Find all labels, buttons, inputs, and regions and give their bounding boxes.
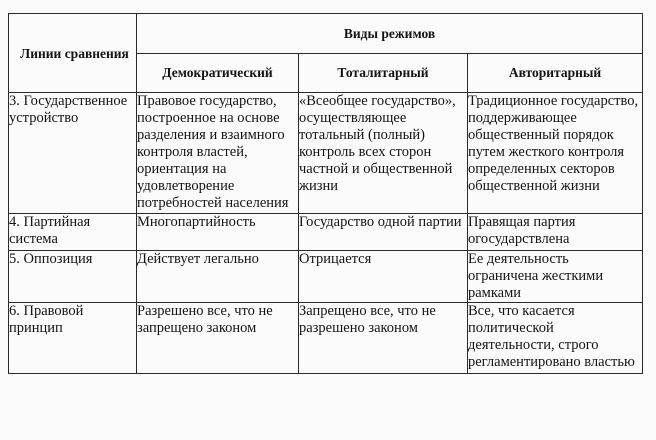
criterion-text: 3. Государственное устройство [9, 93, 128, 126]
authoritarian-cell [468, 251, 643, 303]
authoritarian-text: Традиционное государство, поддерживающее общественный порядок путем жесткого контроля определенных секторов общественной жизни [468, 93, 639, 194]
criteria-header: Линии сравнения [9, 14, 137, 93]
table-header [9, 14, 643, 93]
criterion-cell [9, 214, 137, 251]
table-body [9, 93, 643, 374]
totalitarian-cell [299, 93, 468, 214]
comparison-table [8, 13, 643, 374]
totalitarian-cell [299, 214, 468, 251]
democratic-cell [137, 303, 299, 374]
democratic-text: Разрешено все, что не запрещено законом [137, 303, 273, 336]
column-header-totalitarian: Тоталитарный [299, 53, 468, 93]
authoritarian-cell [468, 214, 643, 251]
criterion-cell [9, 303, 137, 374]
totalitarian-text: Запрещено все, что не разрешено законом [299, 303, 436, 336]
authoritarian-text: Правящая партия огосударствлена [468, 214, 576, 247]
regimes-group-header: Виды режимов [137, 14, 643, 54]
column-header-authoritarian: Авторитарный [468, 53, 643, 93]
criterion-text: 6. Правовой принцип [9, 303, 84, 336]
column-header-democratic: Демократический [137, 53, 299, 93]
totalitarian-text: Государство одной партии [299, 214, 462, 230]
table-row [9, 93, 643, 214]
table-row [9, 251, 643, 303]
authoritarian-text: Ее деятельность ограничена жесткими рамками [468, 251, 604, 301]
democratic-cell [137, 251, 299, 303]
authoritarian-cell [468, 303, 643, 374]
table-row [9, 214, 643, 251]
header-row-top [9, 14, 643, 54]
totalitarian-text: «Всеобщее государство», осуществляющее тотальный (полный) контроль всех сторон частной и общественной жизни [299, 93, 456, 194]
criterion-cell [9, 251, 137, 303]
authoritarian-text: Все, что касается политической деятельности, строго регламентировано властью [468, 303, 635, 370]
democratic-text: Правовое государство, построенное на основе разделения и взаимного контроля властей, ориентация на удовлетворение потребностей населения [137, 93, 289, 211]
democratic-cell [137, 93, 299, 214]
criterion-cell [9, 93, 137, 214]
democratic-cell [137, 214, 299, 251]
totalitarian-cell [299, 303, 468, 374]
totalitarian-text: Отрицается [299, 251, 372, 267]
totalitarian-cell [299, 251, 468, 303]
criterion-text: 4. Партийная система [9, 214, 91, 247]
authoritarian-cell [468, 93, 643, 214]
table-row [9, 303, 643, 374]
democratic-text: Действует легально [137, 251, 259, 267]
criterion-text: 5. Оппозиция [9, 251, 93, 267]
democratic-text: Многопартийность [137, 214, 256, 230]
